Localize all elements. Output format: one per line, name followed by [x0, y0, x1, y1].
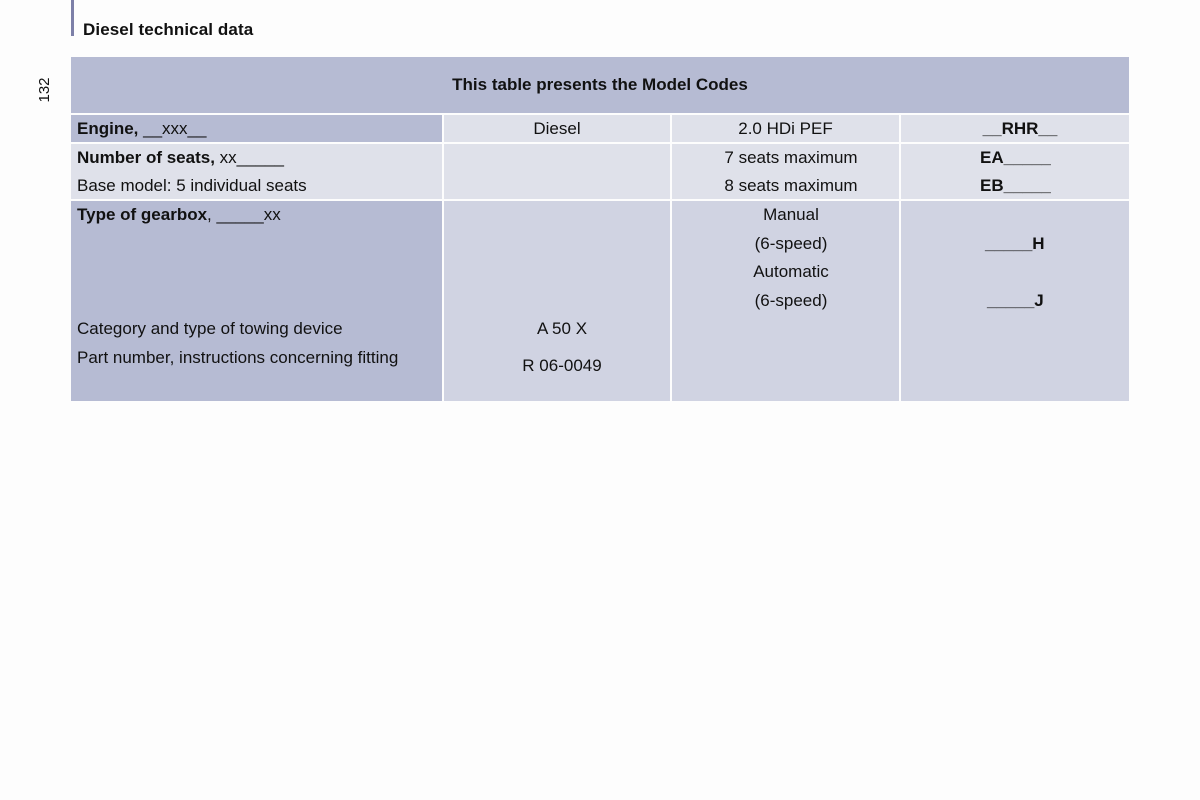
seats-code-8: EB_____: [980, 176, 1051, 195]
gearbox-auto-line2: (6-speed): [754, 291, 828, 310]
engine-type: 2.0 HDi PEF: [738, 119, 833, 138]
seats-sublabel: Base model: 5 individual seats: [77, 176, 307, 195]
gearbox-manual-line2: (6-speed): [754, 234, 828, 253]
page-number: 132: [36, 77, 53, 103]
seats-empty-cell: [444, 144, 670, 199]
gearbox-auto-code: _____J: [987, 291, 1044, 310]
gearbox-manual-line1: Manual: [763, 205, 819, 224]
section-title: Diesel technical data: [83, 20, 254, 39]
gearbox-label: Type of gearbox, _____xx: [77, 205, 281, 224]
towing-value: A 50 X: [536, 319, 588, 338]
part-number-label: Part number, instructions concerning fitting: [77, 348, 399, 367]
seats-option-8: 8 seats maximum: [724, 176, 858, 195]
seats-label: Number of seats, xx_____: [77, 148, 284, 167]
section-side-rule: [71, 0, 74, 36]
engine-fuel: Diesel: [533, 119, 581, 138]
towing-label: Category and type of towing device: [77, 319, 343, 338]
gearbox-auto-line1: Automatic: [753, 262, 829, 281]
part-number-value: R 06-0049: [522, 356, 602, 375]
engine-label: Engine, __xxx__: [77, 119, 207, 138]
table-caption: This table presents the Model Codes: [71, 57, 1129, 113]
gearbox-manual-code: _____H: [985, 234, 1045, 253]
model-codes-table: [71, 57, 1129, 401]
gearbox-label-cell: [71, 201, 442, 401]
engine-code: __RHR__: [982, 119, 1058, 138]
seats-code-7: EA_____: [980, 148, 1051, 167]
seats-option-7: 7 seats maximum: [724, 148, 858, 167]
